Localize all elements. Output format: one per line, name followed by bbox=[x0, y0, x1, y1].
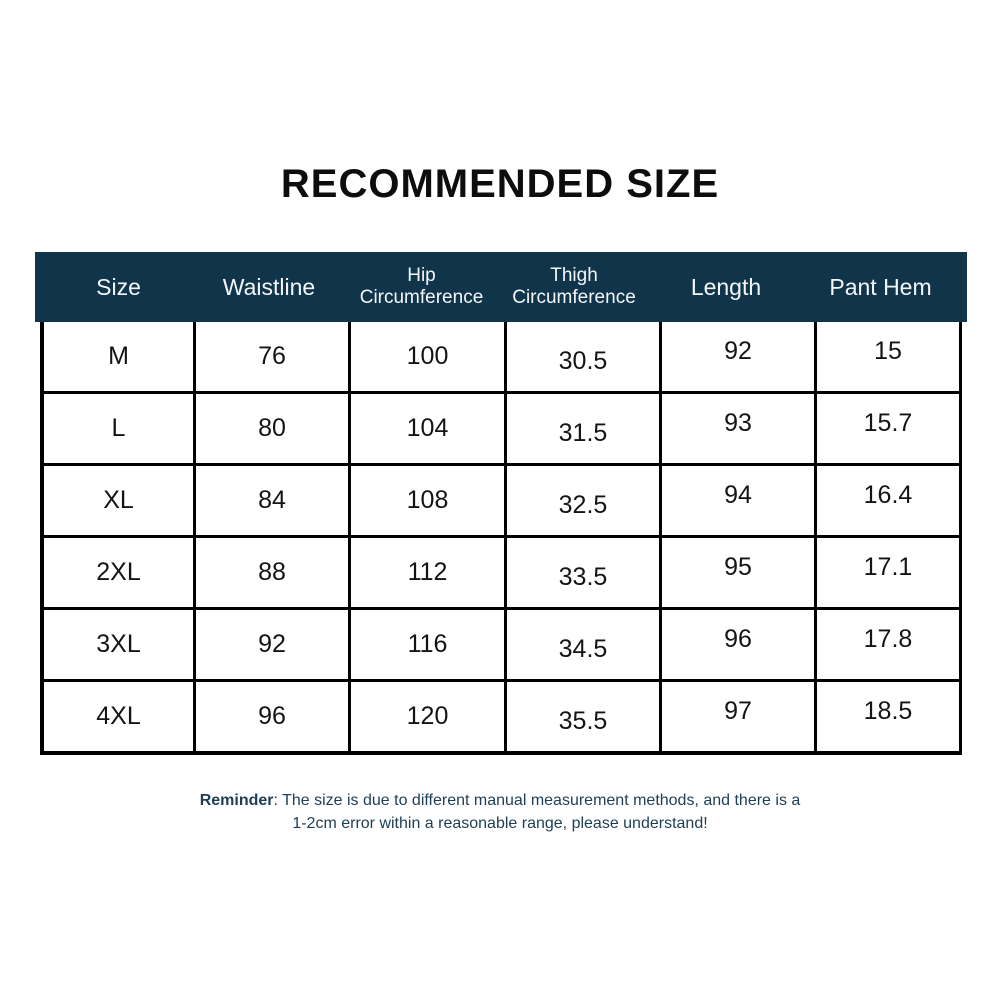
size-table bbox=[40, 252, 962, 755]
table-cell-hip: 100 bbox=[351, 322, 504, 391]
table-cell-thigh: 35.5 bbox=[507, 682, 659, 751]
table-cell-thigh: 31.5 bbox=[507, 394, 659, 463]
table-cell-hip: 116 bbox=[351, 610, 504, 679]
reminder-line2: 1-2cm error within a reasonable range, please understand! bbox=[292, 815, 708, 832]
header-hip-line2: Circumference bbox=[359, 287, 484, 308]
table-cell-pant-hem: 17.8 bbox=[817, 610, 959, 679]
table-cell-waistline: 84 bbox=[196, 466, 348, 535]
table-cell-hip: 108 bbox=[351, 466, 504, 535]
header-thigh-line1: Thigh bbox=[550, 265, 598, 286]
table-cell-size: 4XL bbox=[44, 682, 193, 751]
table-cell-thigh: 32.5 bbox=[507, 466, 659, 535]
table-cell-thigh: 34.5 bbox=[507, 610, 659, 679]
reminder-line1 bbox=[0, 789, 1000, 812]
table-cell-size: L bbox=[44, 394, 193, 463]
table-cell-size: XL bbox=[44, 466, 193, 535]
table-cell-hip: 104 bbox=[351, 394, 504, 463]
table-header-row bbox=[35, 252, 967, 322]
table-cell-pant-hem: 15 bbox=[817, 322, 959, 391]
table-cell-length: 92 bbox=[662, 322, 814, 391]
header-cell-length: Length bbox=[690, 273, 762, 300]
header-thigh-line2: Circumference bbox=[512, 287, 636, 308]
table-cell-length: 94 bbox=[662, 466, 814, 535]
table-cell-thigh: 33.5 bbox=[507, 538, 659, 607]
table-cell-waistline: 96 bbox=[196, 682, 348, 751]
table-cell-waistline: 80 bbox=[196, 394, 348, 463]
table-cell-length: 93 bbox=[662, 394, 814, 463]
table-cell-size: 2XL bbox=[44, 538, 193, 607]
reminder-label: Reminder bbox=[199, 792, 274, 809]
table-cell-pant-hem: 15.7 bbox=[817, 394, 959, 463]
table-cell-hip: 120 bbox=[351, 682, 504, 751]
header-cell-waistline: Waistline bbox=[222, 273, 316, 300]
header-cell-thigh-circumference bbox=[498, 265, 650, 309]
table-cell-hip: 112 bbox=[351, 538, 504, 607]
table-cell-length: 96 bbox=[662, 610, 814, 679]
table-cell-pant-hem: 18.5 bbox=[817, 682, 959, 751]
header-hip-line1: Hip bbox=[407, 265, 436, 286]
table-cell-size: M bbox=[44, 322, 193, 391]
reminder-note bbox=[0, 789, 1000, 835]
header-cell-hip-circumference bbox=[345, 265, 498, 309]
table-cell-pant-hem: 16.4 bbox=[817, 466, 959, 535]
reminder-line1-text: : The size is due to different manual measurement methods, and there is a bbox=[273, 792, 801, 809]
page-title: RECOMMENDED SIZE bbox=[280, 162, 720, 206]
table-cell-thigh: 30.5 bbox=[507, 322, 659, 391]
table-cell-length: 95 bbox=[662, 538, 814, 607]
table-cell-size: 3XL bbox=[44, 610, 193, 679]
table-body bbox=[40, 322, 962, 755]
table-cell-length: 97 bbox=[662, 682, 814, 751]
table-cell-waistline: 92 bbox=[196, 610, 348, 679]
header-cell-pant-hem: Pant Hem bbox=[829, 273, 932, 300]
table-cell-waistline: 76 bbox=[196, 322, 348, 391]
table-cell-waistline: 88 bbox=[196, 538, 348, 607]
header-cell-size: Size bbox=[96, 273, 141, 300]
table-cell-pant-hem: 17.1 bbox=[817, 538, 959, 607]
